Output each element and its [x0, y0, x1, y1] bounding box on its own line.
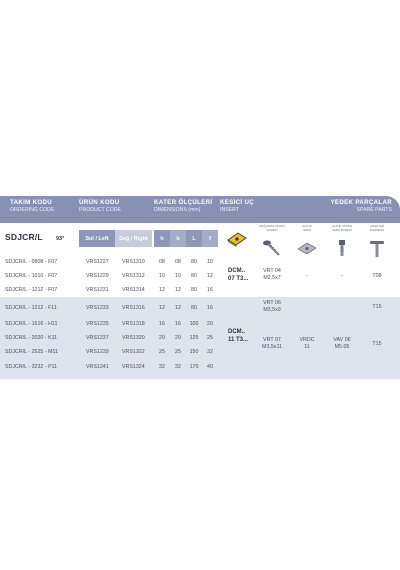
group2-screw-b: VRT 07 M3,5x11	[262, 337, 282, 350]
table-row: SDJCR/L - 1212 - F07 VRS1231 VRS1314 12 12 80 16	[5, 287, 213, 293]
header-insert: KESİCİ UÇ INSERT	[220, 199, 254, 213]
header-spare-parts: YEDEK PARÇALAR SPARE PARTS	[330, 199, 392, 213]
group2-shim: VRDC 11	[299, 337, 315, 350]
table-row: SDJCR/L - 1616 - H11 VRS1235 VRS1318 16 16 100 20	[5, 321, 213, 327]
header-ordering-code: TAKIM KODU ORDERING CODE	[10, 199, 55, 213]
table-row: SDJCR/L - 0808 - F07 VRS1227 VRS1310 08 08 80 10	[5, 259, 213, 265]
group1-key: T08	[372, 273, 382, 279]
table-row: SDJCR/L - 2525 - M11 VRS1239 VRS1322 25 25 150 32	[5, 349, 213, 355]
group2-insert: DCM.. 11 T3...	[228, 329, 249, 343]
column-h: h	[154, 230, 170, 247]
spare-shim-screw-header: ALTLIK VİDASI SHIM SCREW	[331, 224, 353, 232]
header-dimensions: KATER ÖLÇÜLERİ DIMENSIONS (mm)	[154, 199, 213, 213]
column-right: Sağ / Right	[115, 230, 152, 247]
group2-key-a: T15	[372, 304, 382, 310]
group1-insert: DCM.. 07 T3...	[228, 268, 249, 282]
table-row: SDJCR/L - 1212 - F11 VRS1233 VRS1316 12 12 80 16	[5, 305, 213, 311]
group2-shim-screw: VAV 06 M5.05	[333, 337, 351, 350]
column-b: b	[170, 230, 186, 247]
column-f: f	[202, 230, 218, 247]
column-l: L	[186, 230, 202, 247]
spare-screw-header: BAĞLAMA VİDASI SCREW	[259, 224, 285, 232]
table-header	[0, 196, 400, 223]
model-angle: 93°	[56, 236, 65, 242]
header-product-code: ÜRÜN KODU PRODUCT CODE	[79, 199, 121, 213]
table-row: SDJCR/L - 2020 - K11 VRS1237 VRS1320 20 20 125 25	[5, 335, 213, 341]
group2-key-b: T15	[372, 341, 382, 347]
group1-screw: VRT 04 M2,5x7	[263, 268, 281, 281]
group2-screw-a: VRT 06 M3,5x9	[263, 300, 281, 313]
spare-key-header: ANAHTAR KLEMENS	[369, 224, 385, 232]
group1-shim: -	[306, 273, 308, 279]
column-left: Sol / Left	[79, 230, 115, 247]
model-name: SDJCR/L	[5, 232, 43, 242]
table-row: SDJCR/L - 3232 - P11 VRS1241 VRS1324 32 32 170 40	[5, 364, 213, 370]
insert-icon	[226, 231, 248, 247]
table-row: SDJCR/L - 1010 - F07 VRS1229 VRS1312 10 10 80 12	[5, 273, 213, 279]
spare-shim-header: ALTLIK SHIM	[302, 224, 312, 232]
group1-shim-screw: -	[341, 273, 343, 279]
